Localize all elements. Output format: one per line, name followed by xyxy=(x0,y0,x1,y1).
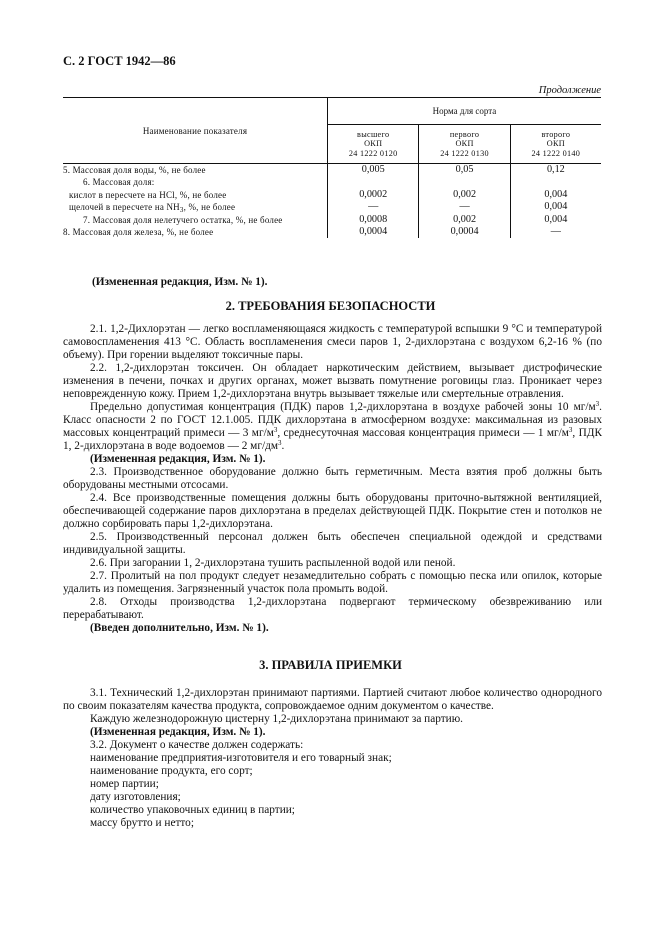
paragraph: 2.2. 1,2-дихлорэтан токсичен. Он обладает наркотическим действием, вызывает дистрофические изменения в печени, почках и других органах, может вызвать помутнение роговицы глаз. Проникает через неповрежденную кожу. Прием 1,2-дихлорэтана внутрь вызывает тяжелые или смертельные отравления. xyxy=(63,362,602,400)
table-row: 5. Массовая доля воды, %, не более 0,005 0,05 0,12 xyxy=(63,164,565,175)
grade-header-3: второго ОКП 24 1222 0140 xyxy=(510,125,601,164)
table-row: кислот в пересчете на HCl, %, не более 0,0002 0,002 0,004 xyxy=(63,189,601,201)
amendment-note: (Измененная редакция, Изм. № 1). xyxy=(90,453,266,465)
table-row: 7. Массовая доля нелетучего остатка, %, не более 0,0008 0,002 0,004 xyxy=(63,214,601,226)
table-row: щелочей в пересчете на $NH_3$, %, не более — — 0,004 xyxy=(63,201,601,213)
page-header: С. 2 ГОСТ 1942—86 xyxy=(63,54,176,68)
table-row: 6. Массовая доля: xyxy=(63,176,601,188)
amendment-note: (Измененная редакция, Изм. № 1). xyxy=(90,726,266,738)
paragraph: Предельно допустимая концентрация (ПДК) паров 1,2-дихлорэтана в воздухе рабочей зоны 10 $мг/м^3$. Класс опасности 2 по ГОСТ 12.1.005. ПДК дихлорэтана в атмосферном воздухе: максимальная из разовых массовых концентраций примеси — 3 $мг/м^3$, среднесуточная массовая концентрация примеси — 1 $мг/м^3$, ПДК 1, 2-дихлорэтана в воде водоемов — 2 $мг/дм^3$. xyxy=(63,400,602,452)
acceptance-section xyxy=(63,687,602,830)
continuation-label: Продолжение xyxy=(538,85,601,96)
list-item: количество упаковочных единиц в партии; xyxy=(90,804,295,816)
safety-section xyxy=(63,323,602,635)
paragraph: 2.3. Производственное оборудование должно быть герметичным. Места взятия проб должны быть оборудованы местными отсосами. xyxy=(63,466,602,491)
column-header-norm: Норма для сорта xyxy=(327,98,601,125)
list-item: номер партии; xyxy=(90,778,159,790)
grade-header-2: первого ОКП 24 1222 0130 xyxy=(419,125,510,164)
list-item: наименование продукта, его сорт; xyxy=(90,765,253,777)
paragraph: 2.7. Пролитый на пол продукт следует незамедлительно собрать с помощью песка или опилок, которые удалить из помещения. Загрязненный участок пола промыть водой. xyxy=(63,570,602,595)
section-title-acceptance: 3. ПРАВИЛА ПРИЕМКИ xyxy=(259,658,402,672)
amendment-note: (Измененная редакция, Изм. № 1). xyxy=(92,276,268,288)
grade-header-1: высшего ОКП 24 1222 0120 xyxy=(327,125,418,164)
paragraph: 3.2. Документ о качестве должен содержать: xyxy=(90,739,304,751)
table-row: 8. Массовая доля железа, %, не более 0,0004 0,0004 — xyxy=(63,226,561,238)
amendment-note: (Введен дополнительно, Изм. № 1). xyxy=(90,622,269,634)
column-header-name: Наименование показателя xyxy=(63,98,327,164)
paragraph: 2.8. Отходы производства 1,2-дихлорэтана подвергают термическому обезвреживанию или перерабатывают. xyxy=(63,596,602,621)
list-item: массу брутто и нетто; xyxy=(90,817,194,829)
norms-table xyxy=(63,97,601,238)
paragraph: Каждую железнодорожную цистерну 1,2-дихлорэтана принимают за партию. xyxy=(90,713,463,725)
section-title-safety: 2. ТРЕБОВАНИЯ БЕЗОПАСНОСТИ xyxy=(225,299,436,313)
list-item: дату изготовления; xyxy=(90,791,181,803)
paragraph: 2.1. 1,2-Дихлорэтан — легко воспламеняющаяся жидкость с температурой вспышки 9 °С и температурой самовоспламенения 413 °С. Область воспламенения смеси паров 1, 2-дихлорэтана с воздухом 6,2-16 % (по объему). При горении выделяют токсичные пары. xyxy=(63,323,602,361)
paragraph: 3.1. Технический 1,2-дихлорэтан принимают партиями. Партией считают любое количество однородного по своим показателям качества продукта, сопровождаемое одним документом о качестве. xyxy=(63,687,602,712)
paragraph: 2.4. Все производственные помещения должны быть оборудованы приточно-вытяжной вентиляцией, обеспечивающей содержание паров дихлорэтана в пределах действующей ПДК. Покрытие стен и потолков не должно сорбировать пары 1,2-дихлорэтана. xyxy=(63,492,602,530)
paragraph: 2.5. Производственный персонал должен быть обеспечен специальной одеждой и средствами индивидуальной защиты. xyxy=(63,531,602,556)
paragraph: 2.6. При загорании 1, 2-дихлорэтана тушить распыленной водой или пеной. xyxy=(90,557,456,569)
list-item: наименование предприятия-изготовителя и его товарный знак; xyxy=(90,752,392,764)
